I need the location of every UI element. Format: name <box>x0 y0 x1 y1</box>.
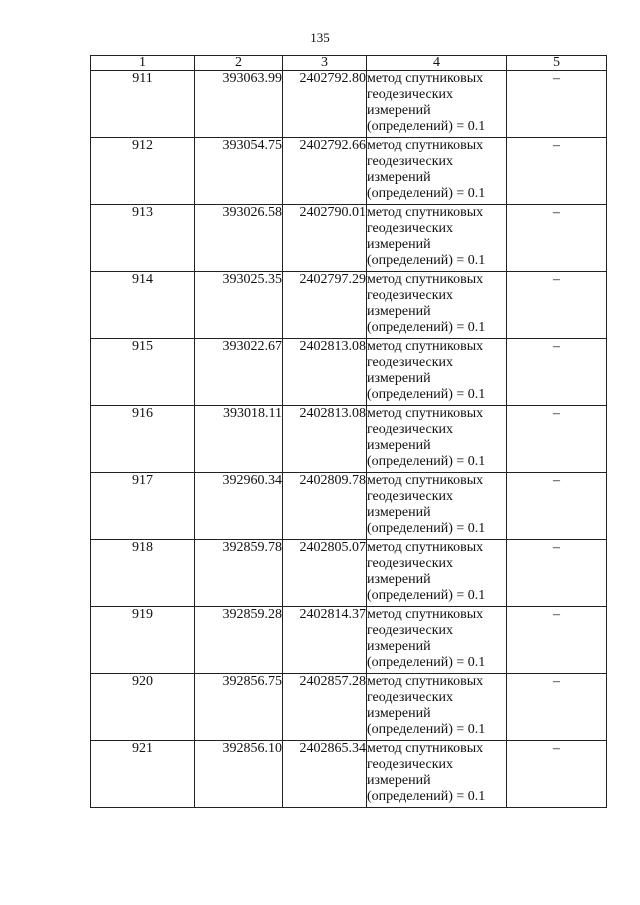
method-line: метод спутниковых <box>367 473 484 488</box>
table-row <box>91 473 607 540</box>
method-line: (определений) = 0.1 <box>367 387 486 402</box>
method-line: измерений <box>367 438 431 453</box>
table-row <box>91 205 607 272</box>
column-header-5: 5 <box>507 56 607 71</box>
point-number-cell: 921 <box>91 741 195 808</box>
y-coordinate-cell: 2402813.08 <box>283 339 367 406</box>
method-cell <box>367 473 507 540</box>
method-cell <box>367 540 507 607</box>
method-line: измерений <box>367 773 431 788</box>
note-cell: – <box>507 339 607 406</box>
point-number-cell: 918 <box>91 540 195 607</box>
method-cell <box>367 741 507 808</box>
method-line: измерений <box>367 237 431 252</box>
method-line: метод спутниковых <box>367 339 484 354</box>
note-cell: – <box>507 540 607 607</box>
note-cell: – <box>507 741 607 808</box>
method-line: (определений) = 0.1 <box>367 655 486 670</box>
method-line: измерений <box>367 304 431 319</box>
point-number-cell: 911 <box>91 71 195 138</box>
table-row <box>91 138 607 205</box>
method-cell <box>367 674 507 741</box>
method-line: (определений) = 0.1 <box>367 119 486 134</box>
method-line: геодезических <box>367 757 454 772</box>
x-coordinate-cell: 392859.78 <box>195 540 283 607</box>
column-header-4: 4 <box>367 56 507 71</box>
point-number-cell: 913 <box>91 205 195 272</box>
point-number-cell: 917 <box>91 473 195 540</box>
method-line: геодезических <box>367 87 454 102</box>
method-line: геодезических <box>367 623 454 638</box>
y-coordinate-cell: 2402813.08 <box>283 406 367 473</box>
y-coordinate-cell: 2402857.28 <box>283 674 367 741</box>
column-header-3: 3 <box>283 56 367 71</box>
note-cell: – <box>507 473 607 540</box>
method-line: измерений <box>367 170 431 185</box>
table-row <box>91 272 607 339</box>
x-coordinate-cell: 392859.28 <box>195 607 283 674</box>
y-coordinate-cell: 2402805.07 <box>283 540 367 607</box>
page-number: 135 <box>310 30 330 45</box>
method-cell <box>367 205 507 272</box>
method-line: метод спутниковых <box>367 674 484 689</box>
method-line: геодезических <box>367 288 454 303</box>
x-coordinate-cell: 393022.67 <box>195 339 283 406</box>
point-number-cell: 915 <box>91 339 195 406</box>
method-cell <box>367 339 507 406</box>
note-cell: – <box>507 272 607 339</box>
point-number-cell: 920 <box>91 674 195 741</box>
method-line: метод спутниковых <box>367 741 484 756</box>
point-number-cell: 912 <box>91 138 195 205</box>
x-coordinate-cell: 392856.75 <box>195 674 283 741</box>
x-coordinate-cell: 393025.35 <box>195 272 283 339</box>
method-cell <box>367 272 507 339</box>
method-line: геодезических <box>367 355 454 370</box>
note-cell: – <box>507 674 607 741</box>
point-number-cell: 916 <box>91 406 195 473</box>
method-line: измерений <box>367 103 431 118</box>
method-line: измерений <box>367 572 431 587</box>
x-coordinate-cell: 393018.11 <box>195 406 283 473</box>
coordinates-table <box>90 55 607 808</box>
method-cell <box>367 607 507 674</box>
method-line: измерений <box>367 505 431 520</box>
note-cell: – <box>507 71 607 138</box>
column-header-2: 2 <box>195 56 283 71</box>
y-coordinate-cell: 2402797.29 <box>283 272 367 339</box>
method-line: (определений) = 0.1 <box>367 186 486 201</box>
method-line: (определений) = 0.1 <box>367 588 486 603</box>
method-line: измерений <box>367 371 431 386</box>
method-line: метод спутниковых <box>367 138 484 153</box>
method-line: (определений) = 0.1 <box>367 521 486 536</box>
method-cell <box>367 71 507 138</box>
method-cell <box>367 406 507 473</box>
method-line: геодезических <box>367 556 454 571</box>
method-line: (определений) = 0.1 <box>367 722 486 737</box>
x-coordinate-cell: 392856.10 <box>195 741 283 808</box>
method-line: геодезических <box>367 154 454 169</box>
method-cell <box>367 138 507 205</box>
table-row <box>91 339 607 406</box>
method-line: геодезических <box>367 690 454 705</box>
method-line: (определений) = 0.1 <box>367 253 486 268</box>
table-body <box>91 71 607 808</box>
table-row <box>91 540 607 607</box>
method-line: измерений <box>367 639 431 654</box>
y-coordinate-cell: 2402865.34 <box>283 741 367 808</box>
column-header-1: 1 <box>91 56 195 71</box>
method-line: метод спутниковых <box>367 205 484 220</box>
y-coordinate-cell: 2402790.01 <box>283 205 367 272</box>
x-coordinate-cell: 393026.58 <box>195 205 283 272</box>
method-line: геодезических <box>367 489 454 504</box>
method-line: метод спутниковых <box>367 607 484 622</box>
point-number-cell: 919 <box>91 607 195 674</box>
table-row <box>91 406 607 473</box>
method-line: (определений) = 0.1 <box>367 454 486 469</box>
table-row <box>91 741 607 808</box>
y-coordinate-cell: 2402814.37 <box>283 607 367 674</box>
method-line: геодезических <box>367 422 454 437</box>
method-line: метод спутниковых <box>367 71 484 86</box>
method-line: метод спутниковых <box>367 406 484 421</box>
method-line: (определений) = 0.1 <box>367 789 486 804</box>
method-line: метод спутниковых <box>367 272 484 287</box>
note-cell: – <box>507 205 607 272</box>
x-coordinate-cell: 393063.99 <box>195 71 283 138</box>
method-line: измерений <box>367 706 431 721</box>
table-row <box>91 71 607 138</box>
y-coordinate-cell: 2402809.78 <box>283 473 367 540</box>
y-coordinate-cell: 2402792.66 <box>283 138 367 205</box>
method-line: геодезических <box>367 221 454 236</box>
x-coordinate-cell: 393054.75 <box>195 138 283 205</box>
table-header-row <box>91 56 607 71</box>
note-cell: – <box>507 406 607 473</box>
table-row <box>91 607 607 674</box>
method-line: метод спутниковых <box>367 540 484 555</box>
method-line: (определений) = 0.1 <box>367 320 486 335</box>
table-row <box>91 674 607 741</box>
note-cell: – <box>507 138 607 205</box>
x-coordinate-cell: 392960.34 <box>195 473 283 540</box>
note-cell: – <box>507 607 607 674</box>
point-number-cell: 914 <box>91 272 195 339</box>
y-coordinate-cell: 2402792.80 <box>283 71 367 138</box>
